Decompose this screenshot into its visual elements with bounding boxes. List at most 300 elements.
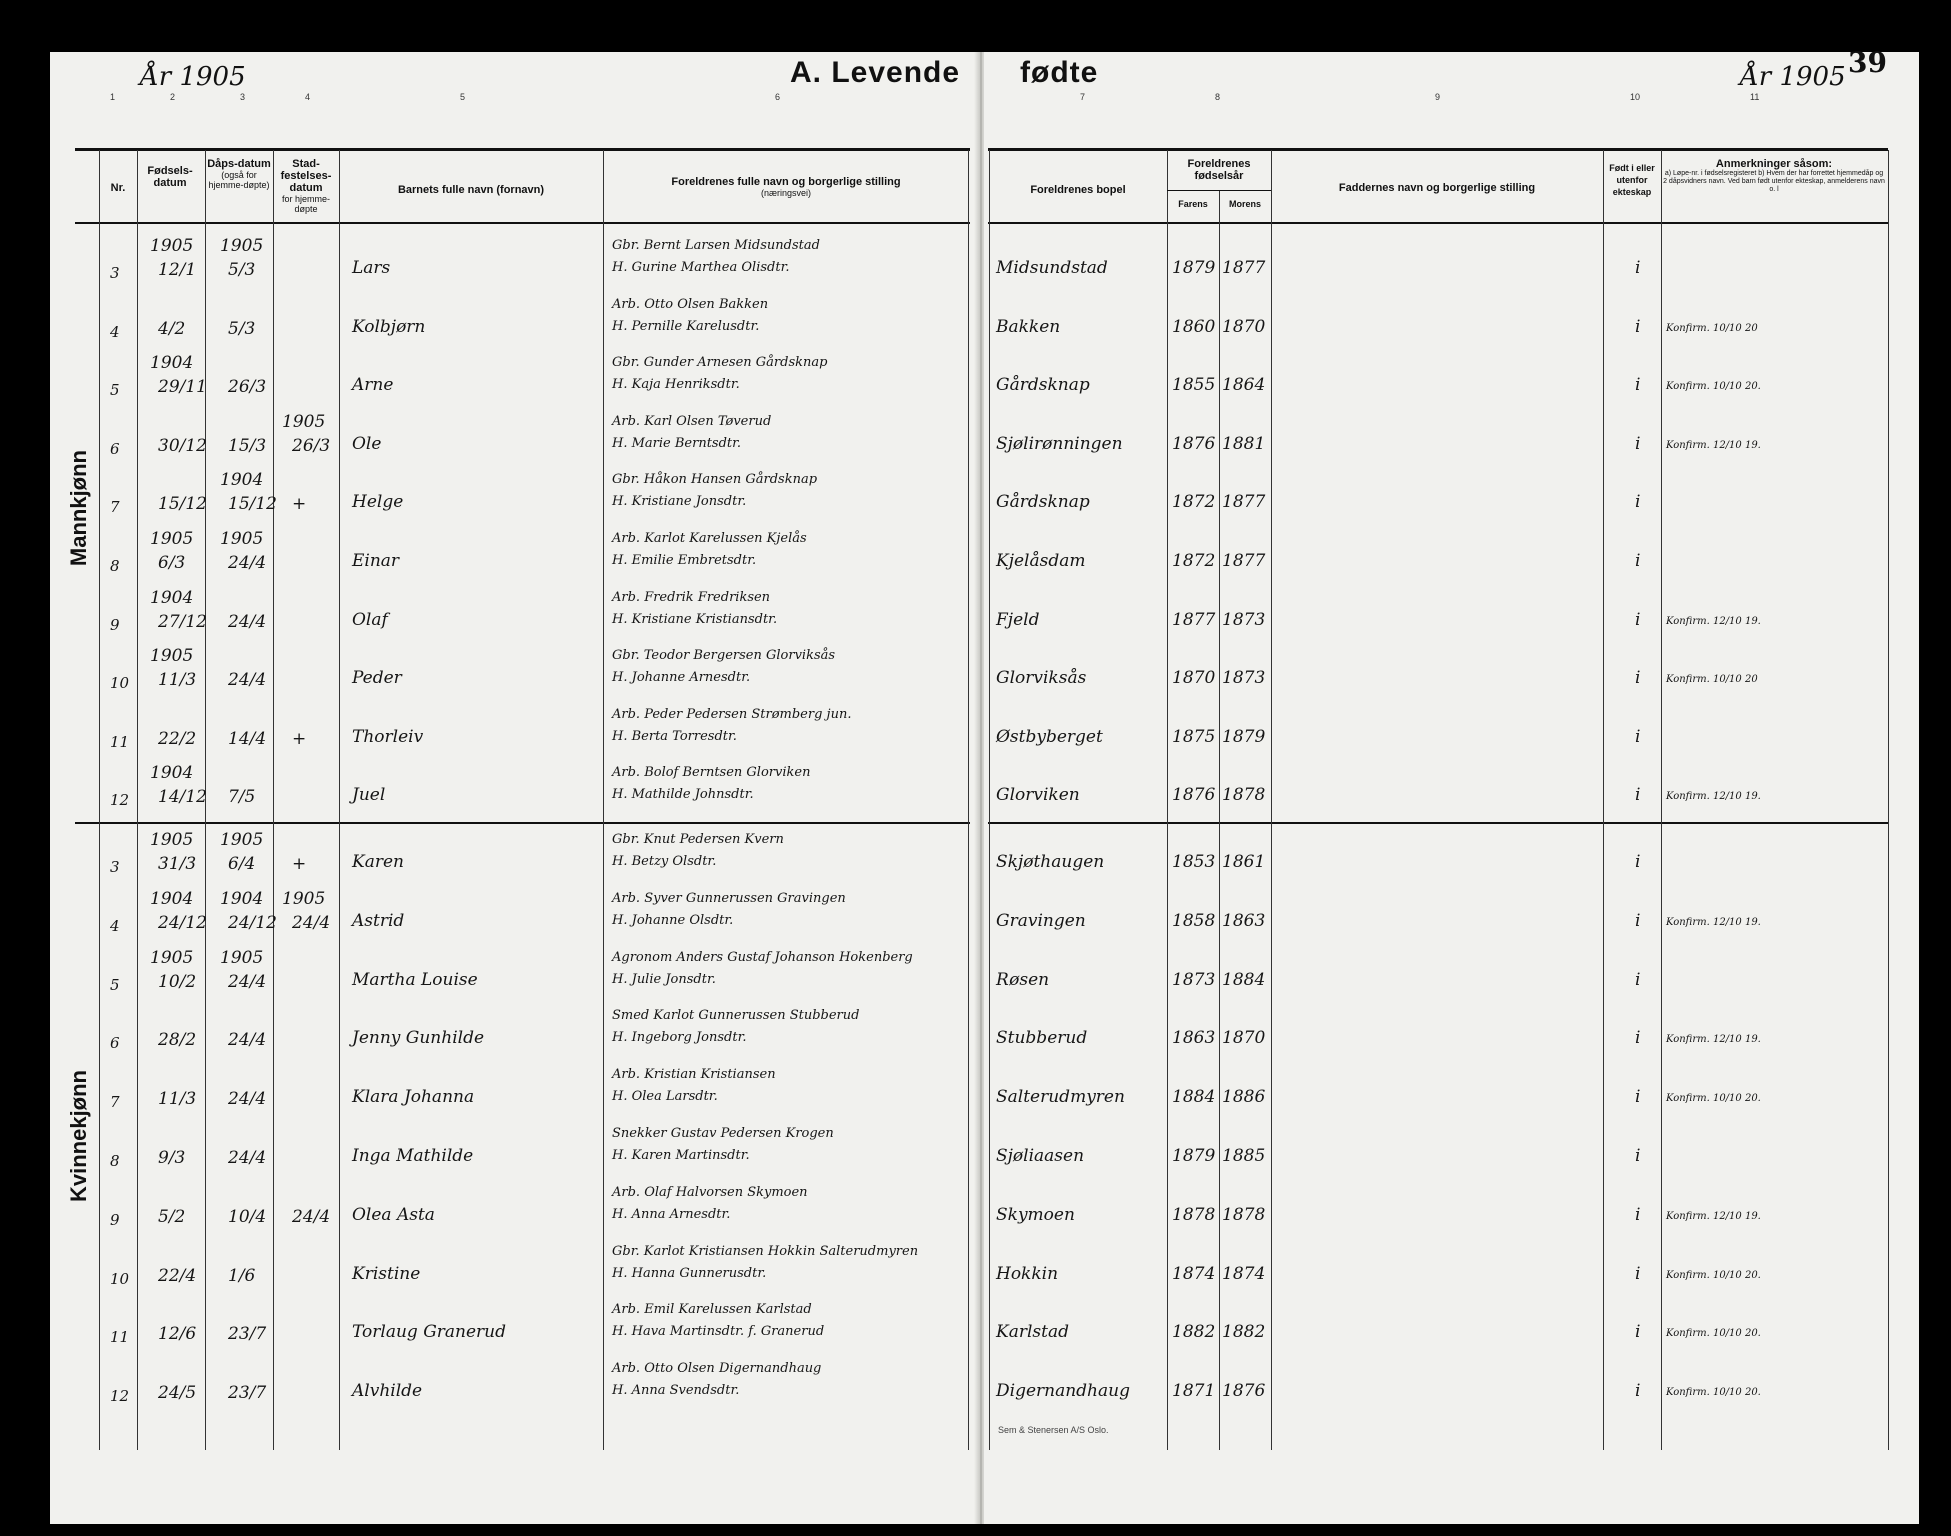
row-nr: 12: [110, 1387, 130, 1406]
dap-date: 15/12: [228, 494, 277, 515]
fodsel-date: 9/3: [158, 1148, 186, 1168]
legitimacy-mark: i: [1635, 785, 1641, 806]
father-birth-year: 1884: [1172, 1087, 1216, 1108]
residence: Midsundstad: [996, 258, 1108, 278]
dap-date: 1/6: [228, 1265, 256, 1286]
mother-birth-year: 1870: [1222, 1028, 1266, 1049]
legitimacy-mark: i: [1635, 1263, 1641, 1284]
register-row: [0, 1300, 1951, 1359]
fodsel-year: 1904: [150, 353, 194, 374]
remarks: Konfirm. 10/10 20.: [1666, 381, 1761, 393]
column-number: 2: [170, 92, 176, 102]
fodsel-year: 1904: [150, 763, 194, 784]
dap-date: 24/4: [228, 1148, 267, 1168]
father-name: Arb. Otto Olsen Digernandhaug: [612, 1361, 822, 1377]
father-birth-year: 1871: [1172, 1381, 1216, 1402]
child-name: Lars: [352, 258, 391, 278]
residence: Gårdsknap: [996, 375, 1090, 396]
child-name: Kolbjørn: [352, 316, 426, 337]
child-name: Martha Louise: [352, 969, 478, 990]
child-name: Torlaug Granerud: [352, 1322, 506, 1343]
header-bottom-rule-left: [75, 222, 970, 224]
mother-birth-year: 1873: [1222, 609, 1266, 630]
legitimacy-mark: i: [1635, 492, 1641, 513]
mother-name: H. Hanna Gunnerusdtr.: [612, 1265, 767, 1281]
legitimacy-mark: i: [1635, 1322, 1641, 1343]
legitimacy-mark: i: [1635, 668, 1641, 689]
child-name: Jenny Gunhilde: [352, 1028, 485, 1049]
mother-name: H. Mathilde Johnsdtr.: [612, 787, 754, 803]
header-bottom-rule-right: [988, 222, 1888, 224]
father-name: Arb. Peder Pedersen Strømberg jun.: [612, 706, 852, 722]
mother-name: H. Johanne Arnesdtr.: [612, 670, 751, 686]
stad-year: 1905: [282, 411, 326, 432]
column-number: 10: [1630, 92, 1641, 102]
residence: Skjøthaugen: [996, 852, 1105, 872]
mother-name: H. Olea Larsdtr.: [612, 1089, 718, 1105]
mother-birth-year: 1879: [1222, 726, 1266, 747]
residence: Røsen: [996, 969, 1050, 990]
mother-birth-year: 1863: [1222, 910, 1266, 931]
register-row: [0, 470, 1951, 529]
father-name: Arb. Kristian Kristiansen: [612, 1067, 776, 1083]
residence: Østbyberget: [996, 726, 1103, 747]
father-birth-year: 1877: [1172, 609, 1216, 630]
remarks: Konfirm. 10/10 20: [1666, 322, 1758, 334]
register-row: [0, 763, 1951, 822]
dap-date: 10/4: [228, 1206, 267, 1227]
column-number: 7: [1080, 92, 1086, 102]
stad-date: 24/4: [292, 912, 331, 933]
row-nr: 3: [110, 858, 120, 876]
mother-name: H. Marie Berntsdtr.: [612, 435, 742, 451]
mother-birth-year: 1874: [1222, 1263, 1266, 1284]
register-row: [0, 295, 1951, 354]
mother-birth-year: 1885: [1222, 1146, 1266, 1166]
mother-name: H. Betzy Olsdtr.: [612, 854, 717, 869]
header-nr: Nr.: [110, 182, 126, 194]
mother-birth-year: 1861: [1222, 852, 1266, 872]
father-birth-year: 1878: [1172, 1204, 1216, 1225]
dap-date: 7/5: [228, 787, 256, 808]
header-faddere: Faddernes navn og borgerlige stilling: [1338, 182, 1536, 194]
mother-name: H. Berta Torresdtr.: [612, 728, 737, 744]
dap-date: 24/12: [228, 912, 277, 933]
header-anmerkninger: [1662, 158, 1886, 194]
dap-date: 24/4: [228, 1089, 267, 1110]
child-name: Klara Johanna: [352, 1087, 475, 1108]
row-nr: 4: [110, 322, 120, 341]
residence: Gravingen: [996, 910, 1086, 931]
mother-birth-year: 1884: [1222, 969, 1266, 990]
fodsel-date: 6/3: [158, 553, 186, 573]
legitimacy-mark: i: [1635, 551, 1641, 571]
dap-year: 1904: [220, 470, 264, 491]
dap-date: 14/4: [228, 728, 267, 749]
residence: Hokkin: [996, 1263, 1059, 1284]
mother-name: H. Ingeborg Jonsdtr.: [612, 1030, 747, 1046]
fodsel-date: 27/12: [158, 611, 207, 632]
fodsel-date: 22/4: [158, 1265, 197, 1286]
mother-name: H. Julie Jonsdtr.: [612, 971, 716, 987]
father-name: Gbr. Knut Pedersen Kvern: [612, 832, 784, 847]
fodsel-date: 30/12: [158, 435, 207, 456]
mother-birth-year: 1864: [1222, 375, 1266, 396]
child-name: Arne: [352, 375, 394, 396]
fodselsar-subrule: [1167, 190, 1271, 191]
child-name: Ole: [352, 433, 382, 454]
register-row: [0, 1242, 1951, 1301]
year-right: År 1905: [1740, 62, 1846, 92]
row-nr: 5: [110, 381, 120, 400]
column-number: 11: [1750, 92, 1760, 102]
dap-date: 23/7: [228, 1324, 267, 1345]
fodsel-year: 1904: [150, 888, 194, 909]
mother-birth-year: 1878: [1222, 1204, 1266, 1225]
column-number: 6: [775, 92, 781, 102]
header-fodselsdatum: Fødsels-datum: [147, 165, 193, 189]
register-row: [0, 353, 1951, 412]
dap-date: 23/7: [228, 1383, 267, 1404]
header-foreldre: [604, 176, 968, 198]
child-name: Inga Mathilde: [352, 1146, 474, 1166]
father-birth-year: 1876: [1172, 785, 1216, 806]
dap-date: 26/3: [228, 377, 267, 398]
father-name: Arb. Bolof Berntsen Glorviken: [612, 765, 811, 781]
row-nr: 12: [110, 791, 130, 810]
dap-date: 24/4: [228, 611, 267, 632]
child-name: Olaf: [352, 609, 388, 630]
header-stadfestelse-label: Stad-festelses-datum: [280, 158, 332, 194]
header-stadfestelse-note: for hjemme-døpte: [281, 194, 330, 214]
remarks: Konfirm. 12/10 19.: [1666, 615, 1761, 627]
section-female-label: Kvinnekjønn: [66, 1070, 91, 1203]
column-number: 1: [110, 92, 116, 102]
fodsel-date: 5/2: [158, 1206, 186, 1227]
register-row: [0, 412, 1951, 471]
header-fodselsar: Foreldrenes fødselsår: [1187, 158, 1251, 182]
mother-birth-year: 1881: [1222, 433, 1266, 454]
legitimacy-mark: i: [1635, 910, 1641, 931]
fodsel-date: 12/6: [158, 1324, 197, 1345]
mother-name: H. Kristiane Kristiansdtr.: [612, 611, 778, 627]
column-number: 8: [1215, 92, 1221, 102]
fodsel-date: 24/12: [158, 912, 207, 933]
header-foreldre-label: Foreldrenes fulle navn og borgerlige stilling: [671, 176, 901, 188]
mother-name: H. Emilie Embretsdtr.: [612, 553, 757, 568]
remarks: Konfirm. 12/10 19.: [1666, 1034, 1761, 1046]
dap-date: 24/4: [228, 553, 267, 573]
remarks: Konfirm. 12/10 19.: [1666, 1210, 1761, 1222]
child-name: Astrid: [352, 910, 405, 931]
residence: Glorviksås: [996, 668, 1087, 689]
stad-year: 1905: [282, 888, 326, 909]
mother-name: H. Gurine Marthea Olisdtr.: [612, 260, 790, 275]
row-nr: 3: [110, 264, 120, 282]
child-name: Karen: [352, 852, 404, 872]
child-name: Kristine: [352, 1263, 421, 1284]
register-row: [0, 1359, 1951, 1418]
legitimacy-mark: i: [1635, 433, 1641, 454]
father-name: Arb. Karlot Karelussen Kjelås: [612, 531, 807, 546]
row-nr: 9: [110, 1210, 120, 1229]
fodsel-year: 1904: [150, 587, 194, 608]
header-utenfor: Født i eller utenfor ekteskap: [1609, 163, 1655, 197]
header-foreldre-note: (næringsvei): [760, 188, 811, 198]
legitimacy-mark: i: [1635, 852, 1641, 872]
legitimacy-mark: i: [1635, 609, 1641, 630]
header-bopel: Foreldrenes bopel: [1030, 184, 1126, 196]
mother-birth-year: 1873: [1222, 668, 1266, 689]
header-anmerkninger-label: Anmerkninger såsom:: [1715, 158, 1833, 170]
mother-name: H. Pernille Karelusdtr.: [612, 318, 760, 334]
legitimacy-mark: i: [1635, 1381, 1641, 1402]
dap-date: 5/3: [228, 318, 256, 339]
register-row: [0, 529, 1951, 588]
section-male-label: Mannkjønn: [66, 450, 91, 567]
child-name: Peder: [352, 668, 402, 689]
header-dapsdatum-note: (også for hjemme-døpte): [208, 170, 270, 190]
child-name: Juel: [352, 785, 386, 806]
father-birth-year: 1853: [1172, 852, 1216, 872]
section-divider-right: [988, 822, 1888, 824]
residence: Digernandhaug: [996, 1381, 1130, 1402]
residence: Sjøliaasen: [996, 1146, 1085, 1166]
header-top-rule-right: [988, 148, 1888, 151]
fodsel-year: 1905: [150, 236, 194, 256]
fodsel-year: 1905: [150, 529, 194, 549]
register-row: [0, 1065, 1951, 1124]
remarks: Konfirm. 10/10 20.: [1666, 1387, 1761, 1399]
title-left: A. Levende: [790, 56, 961, 89]
column-number: 3: [240, 92, 246, 102]
row-nr: 8: [110, 557, 120, 575]
fodsel-date: 14/12: [158, 787, 207, 808]
printer-imprint: Sem & Stenersen A/S Oslo.: [998, 1425, 1109, 1435]
dap-year: 1905: [220, 236, 264, 256]
row-nr: 9: [110, 615, 120, 634]
residence: Karlstad: [996, 1322, 1069, 1343]
row-nr: 8: [110, 1152, 120, 1170]
legitimacy-mark: i: [1635, 1204, 1641, 1225]
mother-name: H. Anna Svendsdtr.: [612, 1383, 740, 1399]
page-number: 39: [1848, 46, 1887, 79]
row-nr: 4: [110, 916, 120, 935]
legitimacy-mark: i: [1635, 375, 1641, 396]
dap-date: 24/4: [228, 971, 267, 992]
father-name: Agronom Anders Gustaf Johanson Hokenberg: [612, 949, 913, 965]
legitimacy-mark: i: [1635, 1087, 1641, 1108]
column-number: 9: [1435, 92, 1441, 102]
dap-date: 5/3: [228, 260, 256, 280]
father-name: Arb. Otto Olsen Bakken: [612, 296, 769, 312]
remarks: Konfirm. 10/10 20.: [1666, 1269, 1761, 1281]
dap-year: 1905: [220, 529, 264, 549]
dap-date: 15/3: [228, 435, 267, 456]
father-name: Arb. Fredrik Fredriksen: [612, 589, 771, 605]
row-nr: 6: [110, 439, 120, 458]
register-row: [0, 889, 1951, 948]
father-name: Snekker Gustav Pedersen Krogen: [612, 1126, 834, 1141]
legitimacy-mark: i: [1635, 316, 1641, 337]
fodsel-date: 10/2: [158, 971, 197, 992]
father-birth-year: 1872: [1172, 492, 1216, 513]
register-row: [0, 236, 1951, 295]
father-name: Arb. Karl Olsen Tøverud: [612, 413, 772, 429]
residence: Sjølirønningen: [996, 433, 1123, 454]
child-name: Helge: [352, 492, 404, 513]
dap-year: 1905: [220, 947, 264, 968]
fodsel-date: 22/2: [158, 728, 197, 749]
remarks: Konfirm. 12/10 19.: [1666, 791, 1761, 803]
father-name: Gbr. Karlot Kristiansen Hokkin Salterudmyren: [612, 1243, 919, 1259]
father-birth-year: 1858: [1172, 910, 1216, 931]
stad-date: +: [292, 494, 307, 515]
register-row: [0, 646, 1951, 705]
fodsel-date: 29/11: [158, 377, 207, 398]
dap-year: 1905: [220, 830, 264, 850]
mother-birth-year: 1886: [1222, 1087, 1266, 1108]
fodsel-year: 1905: [150, 830, 194, 850]
row-nr: 6: [110, 1034, 120, 1053]
legitimacy-mark: i: [1635, 726, 1641, 747]
legitimacy-mark: i: [1635, 969, 1641, 990]
fodsel-date: 12/1: [158, 260, 197, 280]
child-name: Olea Asta: [352, 1204, 435, 1225]
register-row: [0, 830, 1951, 889]
fodsel-date: 31/3: [158, 854, 197, 874]
header-morens: Morens: [1228, 199, 1261, 209]
stad-date: 24/4: [292, 1206, 331, 1227]
father-birth-year: 1875: [1172, 726, 1216, 747]
residence: Kjelåsdam: [996, 551, 1086, 571]
father-name: Gbr. Teodor Bergersen Glorviksås: [612, 648, 836, 664]
remarks: Konfirm. 10/10 20: [1666, 674, 1758, 686]
register-row: [0, 948, 1951, 1007]
register-row: [0, 588, 1951, 647]
register-row: [0, 1183, 1951, 1242]
legitimacy-mark: i: [1635, 1146, 1641, 1166]
mother-birth-year: 1877: [1222, 551, 1266, 571]
residence: Stubberud: [996, 1028, 1088, 1049]
residence: Salterudmyren: [996, 1087, 1125, 1108]
column-number: 5: [460, 92, 466, 102]
mother-birth-year: 1882: [1222, 1322, 1266, 1343]
residence: Skymoen: [996, 1204, 1075, 1225]
residence: Glorviken: [996, 785, 1080, 806]
remarks: Konfirm. 12/10 19.: [1666, 439, 1761, 451]
header-top-rule-left: [75, 148, 970, 151]
fodsel-date: 24/5: [158, 1383, 197, 1404]
mother-name: H. Anna Arnesdtr.: [612, 1206, 731, 1222]
register-row: [0, 1124, 1951, 1183]
remarks: Konfirm. 12/10 19.: [1666, 916, 1761, 928]
father-birth-year: 1855: [1172, 375, 1216, 396]
fodsel-date: 28/2: [158, 1030, 197, 1051]
row-nr: 7: [110, 498, 120, 517]
father-birth-year: 1873: [1172, 969, 1216, 990]
dap-year: 1904: [220, 888, 264, 909]
father-name: Arb. Emil Karelussen Karlstad: [612, 1302, 812, 1318]
column-number: 4: [305, 92, 311, 102]
father-name: Arb. Syver Gunnerussen Gravingen: [612, 890, 846, 906]
father-name: Arb. Olaf Halvorsen Skymoen: [612, 1184, 808, 1200]
fodsel-date: 4/2: [158, 318, 186, 339]
mother-name: H. Kaja Henriksdtr.: [612, 377, 740, 393]
father-birth-year: 1872: [1172, 551, 1216, 571]
header-farens: Farens: [1178, 199, 1208, 209]
father-birth-year: 1879: [1172, 1146, 1216, 1166]
stad-date: +: [292, 854, 307, 874]
stad-date: +: [292, 728, 307, 749]
remarks: Konfirm. 10/10 20.: [1666, 1093, 1761, 1105]
year-left: År 1905: [140, 62, 246, 92]
row-nr: 10: [110, 674, 130, 693]
father-name: Gbr. Håkon Hansen Gårdsknap: [612, 472, 818, 488]
mother-name: H. Johanne Olsdtr.: [612, 912, 734, 928]
mother-birth-year: 1870: [1222, 316, 1266, 337]
mother-name: H. Hava Martinsdtr. f. Granerud: [612, 1324, 825, 1340]
father-name: Gbr. Gunder Arnesen Gårdsknap: [612, 355, 828, 371]
fodsel-year: 1905: [150, 947, 194, 968]
header-dapsdatum-label: Dåps-datum: [207, 158, 271, 170]
mother-birth-year: 1876: [1222, 1381, 1266, 1402]
fodsel-date: 11/3: [158, 1089, 197, 1110]
row-nr: 11: [110, 1328, 130, 1347]
header-barnets-navn: Barnets fulle navn (fornavn): [397, 184, 545, 196]
father-birth-year: 1860: [1172, 316, 1216, 337]
section-divider-left: [75, 822, 970, 824]
mother-name: H. Karen Martinsdtr.: [612, 1148, 750, 1163]
header-stadfestelse: [274, 158, 338, 214]
title-right: fødte: [1020, 56, 1099, 89]
header-anmerkninger-note: a) Løpe-nr. i fødselsregisteret b) Hvem der har forrettet hjemmedåp og 2 dåpsvidners navn. Ved barn født utenfor ekteskap, anmelderens navn o. l: [1663, 170, 1885, 193]
residence: Fjeld: [996, 609, 1040, 630]
child-name: Thorleiv: [352, 726, 424, 747]
legitimacy-mark: i: [1635, 258, 1641, 278]
father-name: Gbr. Bernt Larsen Midsundstad: [612, 238, 820, 253]
register-row: [0, 705, 1951, 764]
residence: Bakken: [996, 316, 1061, 337]
row-nr: 7: [110, 1093, 120, 1112]
fodsel-date: 15/12: [158, 494, 207, 515]
child-name: Alvhilde: [352, 1381, 423, 1402]
row-nr: 10: [110, 1269, 130, 1288]
legitimacy-mark: i: [1635, 1028, 1641, 1049]
father-birth-year: 1863: [1172, 1028, 1216, 1049]
stad-date: 26/3: [292, 435, 331, 456]
dap-date: 24/4: [228, 1030, 267, 1051]
mother-name: H. Kristiane Jonsdtr.: [612, 494, 747, 510]
fodsel-date: 11/3: [158, 670, 197, 691]
header-dapsdatum: [206, 158, 272, 190]
mother-birth-year: 1877: [1222, 492, 1266, 513]
remarks: Konfirm. 10/10 20.: [1666, 1328, 1761, 1340]
father-birth-year: 1870: [1172, 668, 1216, 689]
row-nr: 5: [110, 975, 120, 994]
father-birth-year: 1879: [1172, 258, 1216, 278]
dap-date: 24/4: [228, 670, 267, 691]
mother-birth-year: 1878: [1222, 785, 1266, 806]
father-birth-year: 1876: [1172, 433, 1216, 454]
father-birth-year: 1882: [1172, 1322, 1216, 1343]
residence: Gårdsknap: [996, 492, 1090, 513]
father-name: Smed Karlot Gunnerussen Stubberud: [612, 1008, 860, 1024]
mother-birth-year: 1877: [1222, 258, 1266, 278]
dap-date: 6/4: [228, 854, 256, 874]
fodsel-year: 1905: [150, 646, 194, 667]
father-birth-year: 1874: [1172, 1263, 1216, 1284]
